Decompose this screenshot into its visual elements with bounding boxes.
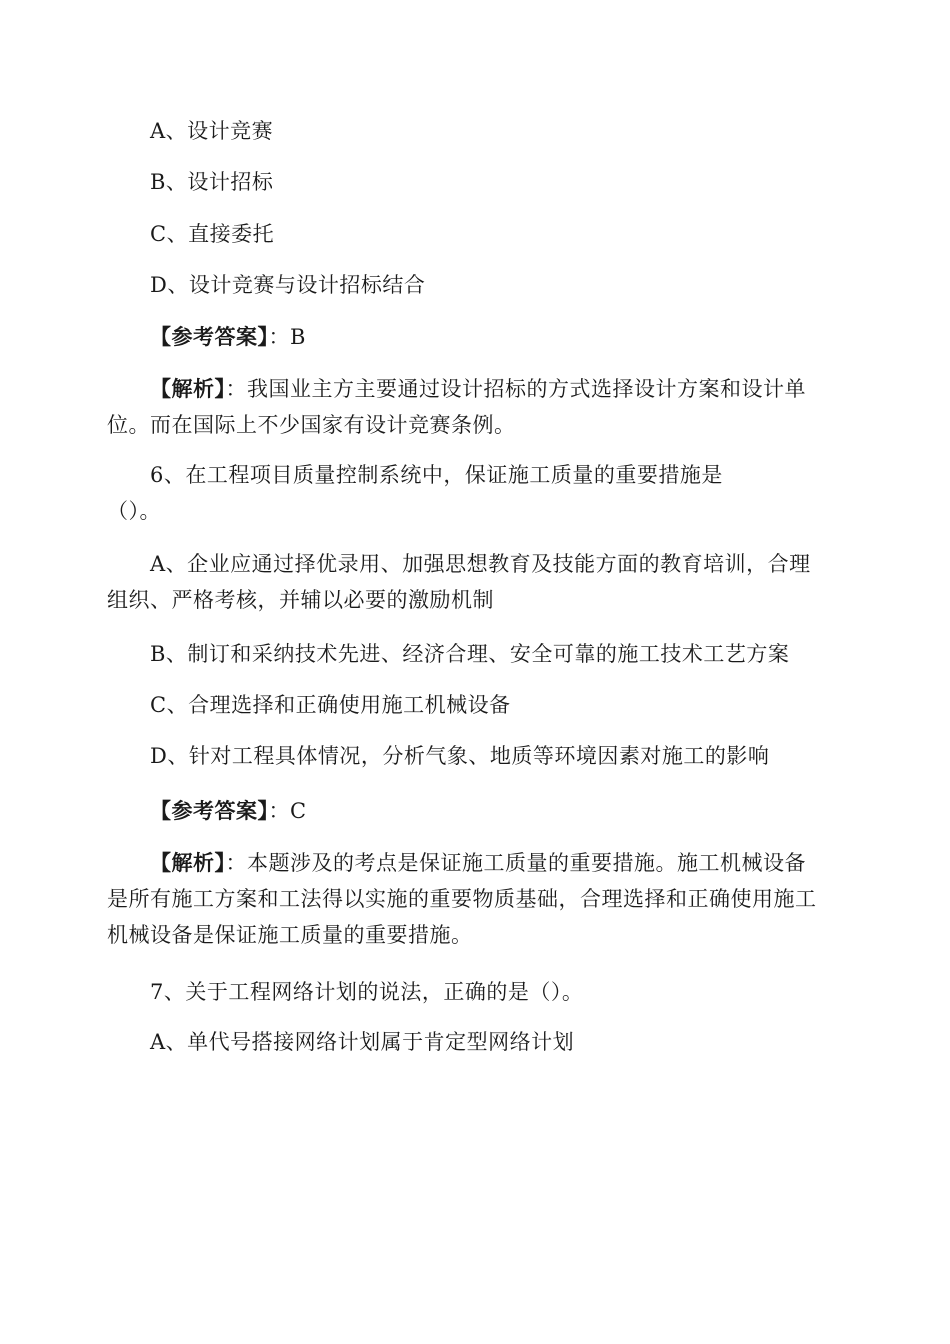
q6-answer-label: 【参考答案】: [150, 798, 269, 823]
q5-option-d: D、设计竞赛与设计招标结合: [150, 273, 426, 297]
q6-analysis-line-2: 是所有施工方案和工法得以实施的重要物质基础，合理选择和正确使用施工: [107, 887, 817, 911]
q6-option-a-line-1: A、企业应通过择优录用、加强思想教育及技能方面的教育培训，合理: [150, 552, 811, 576]
q5-analysis: [107, 371, 867, 443]
q5-option-a: A、设计竞赛: [150, 119, 274, 143]
q6-answer: [150, 796, 307, 826]
q6-option-c: C、合理选择和正确使用施工机械设备: [150, 693, 511, 717]
q6-question-line-1: 6、在工程项目质量控制系统中，保证施工质量的重要措施是: [150, 463, 723, 487]
q5-option-b: B、设计招标: [150, 170, 274, 194]
q7-option-a: A、单代号搭接网络计划属于肯定型网络计划: [150, 1030, 575, 1054]
q5-analysis-label: 【解析】: [150, 376, 226, 401]
q6-option-d: D、针对工程具体情况，分析气象、地质等环境因素对施工的影响: [150, 744, 770, 768]
q6-analysis-line-1: ：本题涉及的考点是保证施工质量的重要措施。施工机械设备: [225, 851, 806, 875]
q7-question: 7、关于工程网络计划的说法，正确的是（）。: [150, 980, 584, 1004]
q5-option-c: C、直接委托: [150, 222, 275, 246]
q6-option-a-line-2: 组织、严格考核，并辅以必要的激励机制: [107, 588, 494, 612]
q6-analysis-label: 【解析】: [150, 850, 226, 875]
q5-answer: [150, 322, 306, 352]
q6-analysis: [107, 845, 867, 953]
q5-analysis-line-1: ：我国业主方主要通过设计招标的方式选择设计方案和设计单: [225, 377, 806, 401]
q6-question-line-2: （）。: [107, 499, 161, 523]
q5-answer-label: 【参考答案】: [150, 324, 269, 349]
q6-answer-value: ：C: [268, 799, 307, 823]
q5-analysis-line-2: 位。而在国际上不少国家有设计竞赛条例。: [107, 413, 516, 437]
q6-question: [107, 457, 867, 529]
q5-answer-value: ：B: [268, 325, 306, 349]
q6-option-b: B、制订和采纳技术先进、经济合理、安全可靠的施工技术工艺方案: [150, 642, 790, 666]
q6-analysis-line-3: 机械设备是保证施工质量的重要措施。: [107, 923, 473, 947]
q6-option-a: [107, 546, 867, 618]
